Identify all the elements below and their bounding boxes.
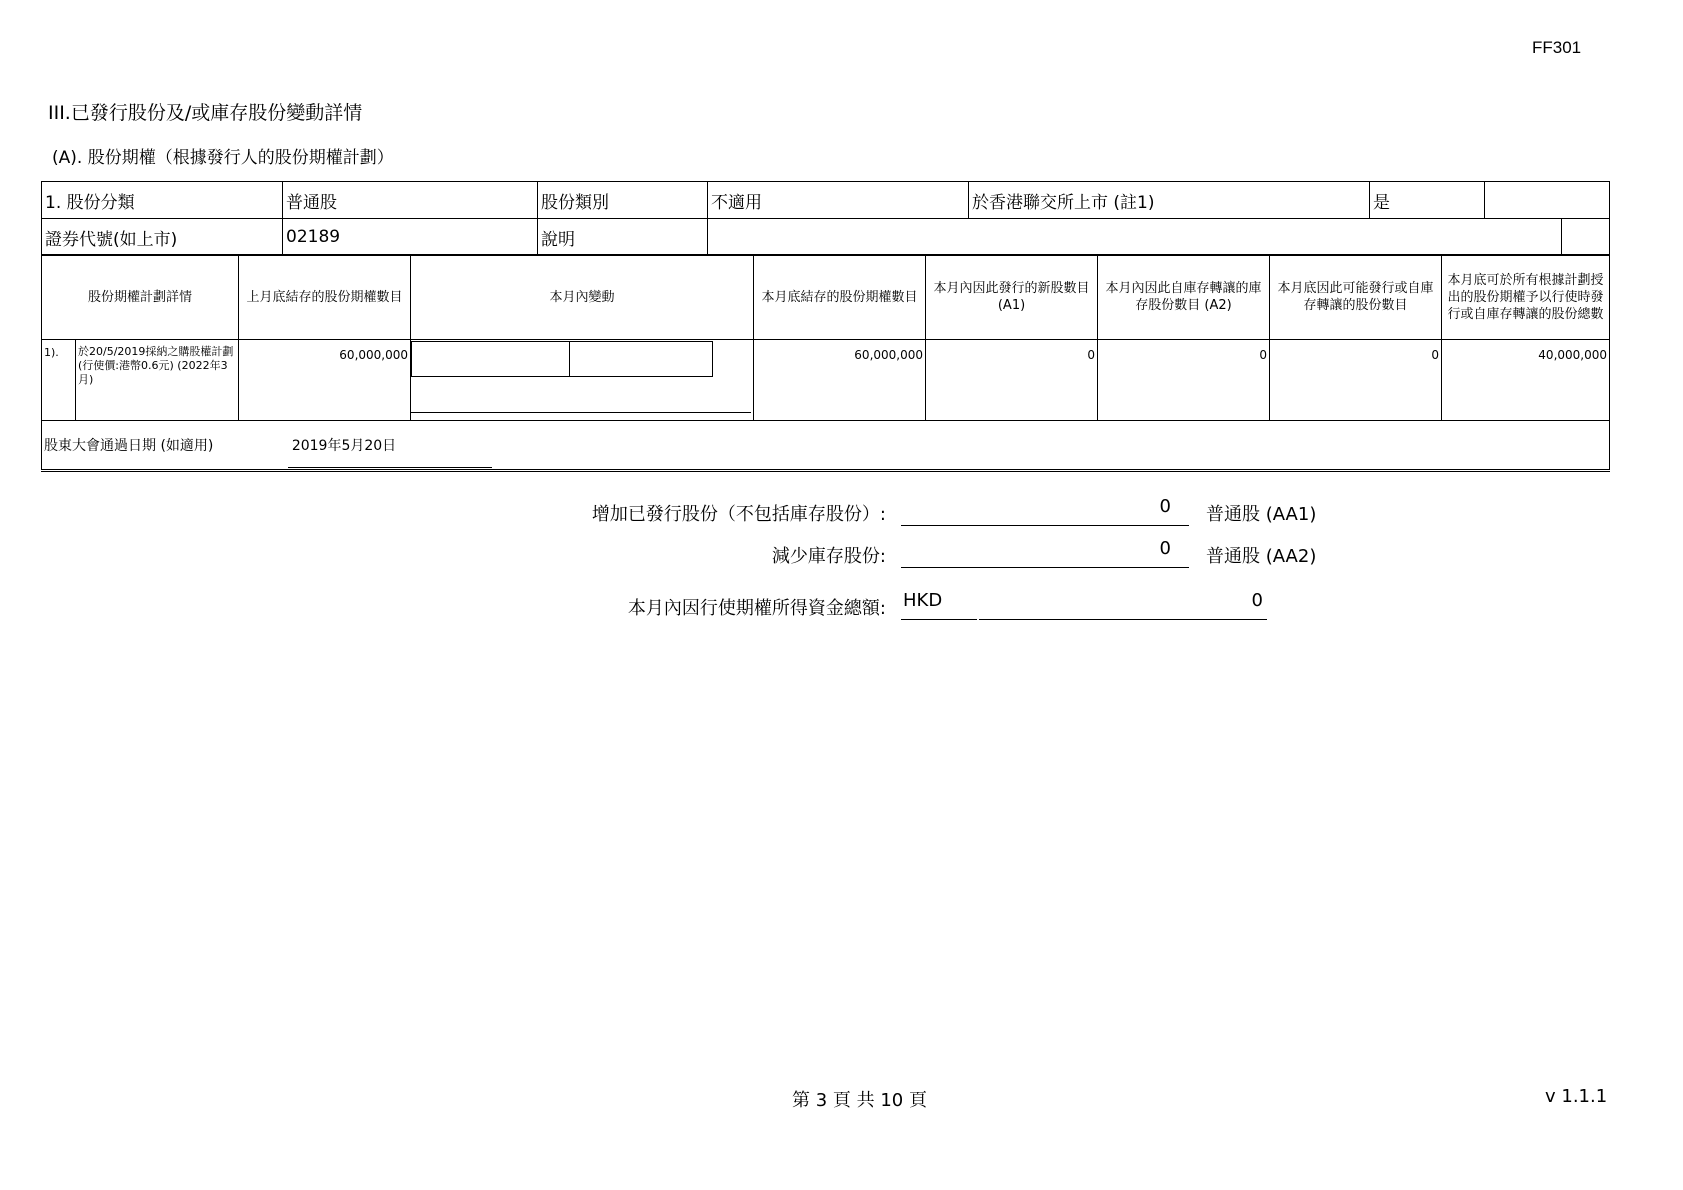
share-class-value: 普通股	[283, 182, 538, 219]
description-extra-cell	[1562, 219, 1610, 256]
increase-label: 增加已發行股份（不包括庫存股份）:	[591, 504, 886, 525]
header-treasury-transferred: 本月內因此自庫存轉讓的庫存股份數目 (A2)	[1098, 255, 1270, 340]
agm-row	[42, 421, 1610, 471]
change-field-b	[569, 341, 713, 377]
header-change: 本月內變動	[411, 255, 754, 340]
share-option-table	[41, 254, 1610, 472]
header-prev-balance: 上月底結存的股份期權數目	[239, 255, 411, 340]
share-info-table	[41, 181, 1610, 256]
version: v 1.1.1	[1545, 1086, 1608, 1107]
decrease-unit: 普通股 (AA2)	[1206, 546, 1317, 567]
funds-currency: HKD	[901, 590, 977, 620]
stock-code-label: 證券代號(如上市)	[42, 219, 283, 256]
listed-value: 是	[1370, 182, 1485, 219]
share-class-label: 1. 股份分類	[42, 182, 283, 219]
increase-unit: 普通股 (AA1)	[1206, 504, 1317, 525]
listed-extra-cell	[1485, 182, 1610, 219]
share-type-label: 股份類別	[538, 182, 708, 219]
decrease-label: 減少庫存股份:	[771, 546, 886, 567]
change-field-a	[411, 341, 570, 377]
share-type-value: 不適用	[708, 182, 969, 219]
funds-label: 本月內因行使期權所得資金總額:	[627, 598, 886, 619]
description-value	[708, 219, 1562, 256]
header-new-shares: 本月內因此發行的新股數目 (A1)	[926, 255, 1098, 340]
section-subtitle: (A). 股份期權（根據發行人的股份期權計劃）	[52, 148, 394, 168]
change-divider	[411, 412, 751, 413]
agm-label: 股東大會通過日期 (如適用)	[44, 437, 214, 454]
header-end-balance: 本月底結存的股份期權數目	[754, 255, 926, 340]
form-code: FF301	[1532, 38, 1582, 57]
increase-value: 0	[901, 496, 1189, 526]
stock-code-value: 02189	[283, 219, 538, 256]
row-prev-balance: 60,000,000	[239, 340, 411, 421]
row-index: 1).	[42, 340, 76, 421]
row-possible-issue: 0	[1270, 340, 1442, 421]
agm-date: 2019年5月20日	[288, 423, 492, 468]
row-change-cell	[411, 340, 754, 421]
section-title: III.已發行股份及/或庫存股份變動詳情	[48, 102, 363, 124]
funds-value: 0	[979, 590, 1267, 620]
listed-label: 於香港聯交所上市 (註1)	[969, 182, 1370, 219]
row-end-balance: 60,000,000	[754, 340, 926, 421]
header-plan: 股份期權計劃詳情	[42, 255, 239, 340]
row-description: 於20/5/2019採納之購股權計劃 (行使價:港幣0.6元) (2022年3月)	[76, 340, 239, 421]
page-number: 第 3 頁 共 10 頁	[792, 1090, 927, 1111]
row-treasury-transferred: 0	[1098, 340, 1270, 421]
decrease-value: 0	[901, 538, 1189, 568]
header-total-grantable: 本月底可於所有根據計劃授出的股份期權予以行使時發行或自庫存轉讓的股份總數	[1442, 255, 1610, 340]
description-label: 說明	[538, 219, 708, 256]
row-total-grantable: 40,000,000	[1442, 340, 1610, 421]
table-row	[42, 340, 1610, 421]
row-new-shares: 0	[926, 340, 1098, 421]
header-possible-issue: 本月底因此可能發行或自庫存轉讓的股份數目	[1270, 255, 1442, 340]
